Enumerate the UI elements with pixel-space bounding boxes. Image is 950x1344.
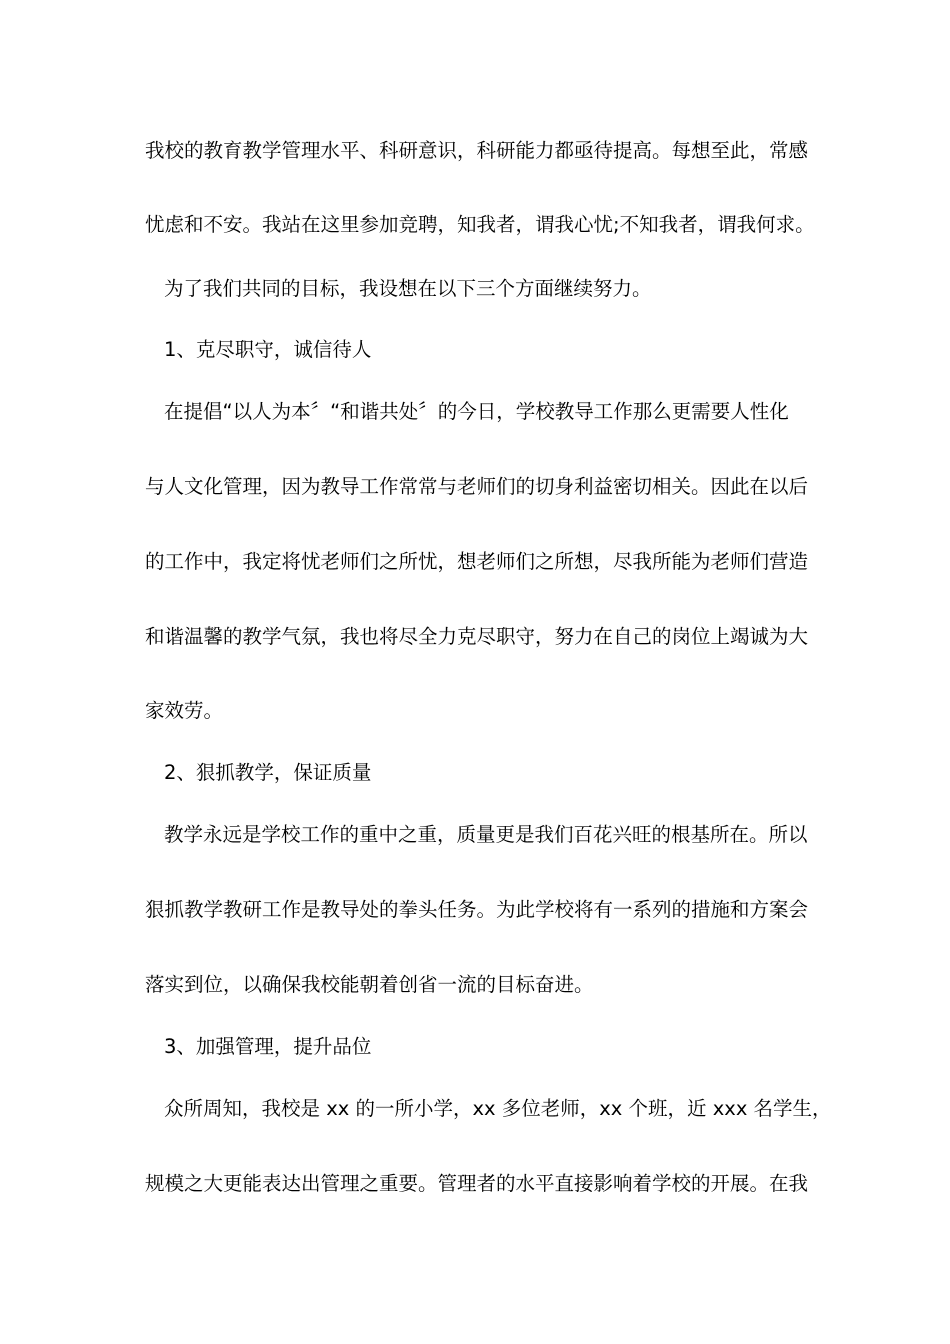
paragraph-line: 教学永远是学校工作的重中之重，质量更是我们百花兴旺的根基所在。所以 <box>164 823 808 846</box>
paragraph-line: 规模之大更能表达出管理之重要。管理者的水平直接影响着学校的开展。在我 <box>145 1172 809 1195</box>
paragraph-line: 在提倡“以人为本〞“和谐共处〞的今日，学校教导工作那么更需要人性化 <box>164 400 789 423</box>
paragraph-line: 的工作中，我定将忧老师们之所忧，想老师们之所想，尽我所能为老师们营造 <box>145 550 809 573</box>
paragraph-line: 众所周知，我校是 xx 的一所小学，xx 多位老师，xx 个班，近 xxx 名学生， <box>164 1097 832 1120</box>
section-heading-3: 3、加强管理，提升品位 <box>164 1035 372 1058</box>
section-heading-1: 1、克尽职守，诚信待人 <box>164 338 372 361</box>
paragraph-line: 为了我们共同的目标，我设想在以下三个方面继续努力。 <box>164 277 652 300</box>
paragraph-line: 狠抓教学教研工作是教导处的拳头任务。为此学校将有一系列的措施和方案会 <box>145 898 809 921</box>
paragraph-line: 与人文化管理，因为教导工作常常与老师们的切身利益密切相关。因此在以后 <box>145 475 809 498</box>
paragraph-line: 忧虑和不安。我站在这里参加竞聘，知我者，谓我心忧;不知我者，谓我何求。 <box>145 213 815 236</box>
paragraph-line: 我校的教育教学管理水平、科研意识，科研能力都亟待提高。每想至此，常感 <box>145 139 809 162</box>
paragraph-line: 家效劳。 <box>145 699 224 722</box>
paragraph-line: 落实到位，以确保我校能朝着创省一流的目标奋进。 <box>145 973 594 996</box>
section-heading-2: 2、狠抓教学，保证质量 <box>164 761 372 784</box>
paragraph-line: 和谐温馨的教学气氛，我也将尽全力克尽职守，努力在自己的岗位上竭诚为大 <box>145 625 809 648</box>
